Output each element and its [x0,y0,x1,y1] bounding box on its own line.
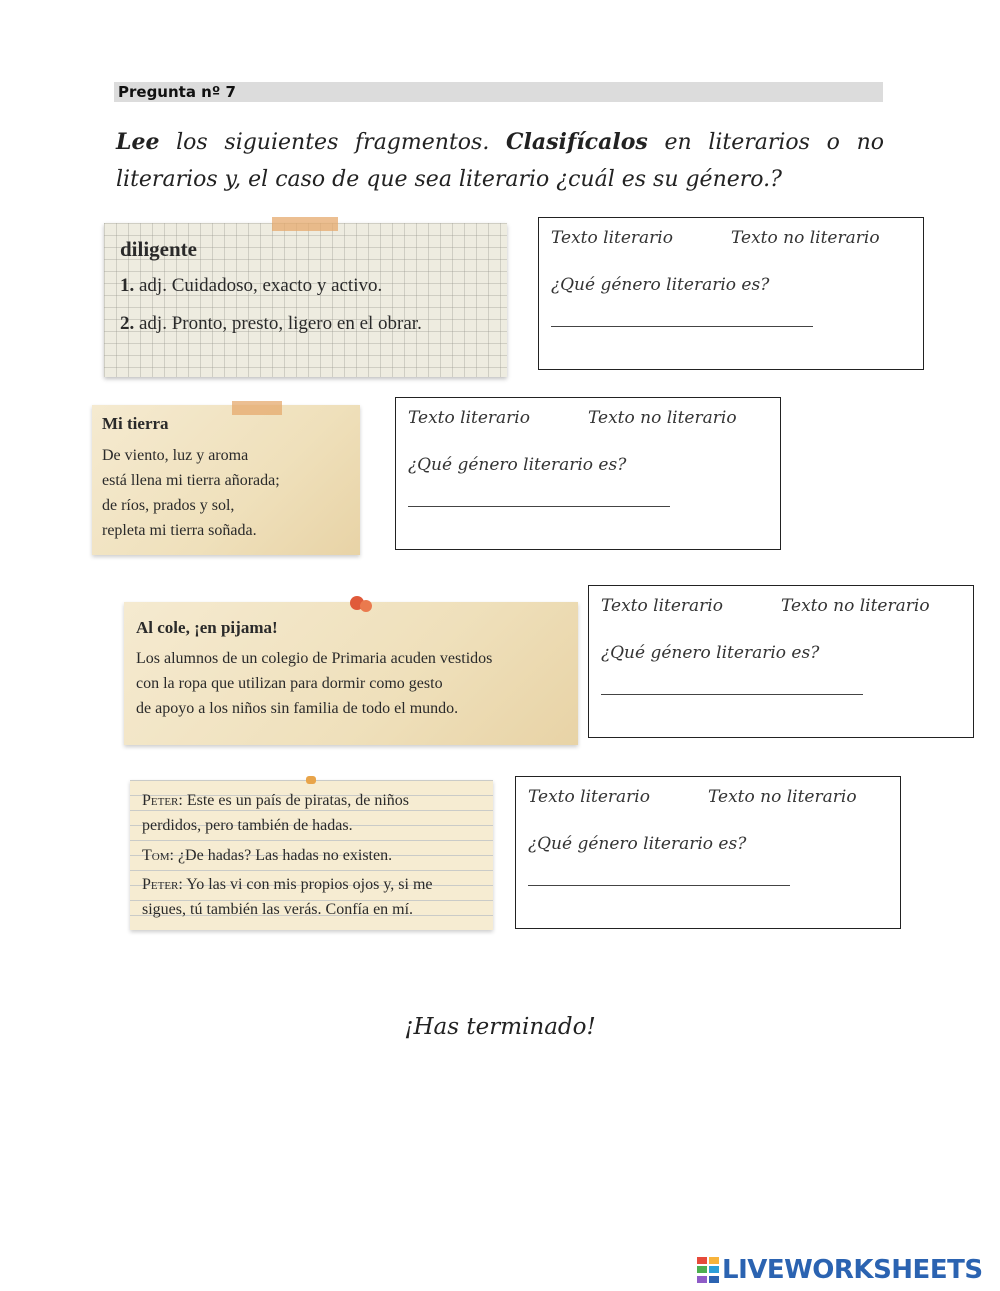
genre-question: ¿Qué género literario es? [551,275,770,295]
genre-answer-field[interactable] [551,326,813,327]
option-literary[interactable]: Texto literario [551,228,673,248]
logo-text: LIVEWORKSHEETS [722,1255,983,1285]
dialogue-line: sigues, tú también las verás. Confía en mí. [142,901,414,918]
tape-decoration [272,217,338,231]
option-literary[interactable]: Texto literario [528,787,650,807]
definition-1 [120,275,382,297]
option-literary[interactable]: Texto literario [601,596,723,616]
dialogue-line [142,876,433,894]
genre-question: ¿Qué género literario es? [528,834,747,854]
finish-message: ¡Has terminado! [404,1014,596,1040]
dialogue-line: perdidos, pero también de hadas. [142,817,353,834]
fragment-card-dictionary [104,223,507,377]
option-literary[interactable]: Texto literario [408,408,530,428]
definition-2-number: 2. [120,313,135,334]
tape-decoration [306,776,316,784]
option-non-literary[interactable]: Texto no literario [588,408,737,428]
question-header [114,82,883,102]
fragment-card-poem [92,405,360,555]
instructions-emph: Clasifícalos [506,129,648,155]
dialogue-line [142,847,392,865]
genre-question: ¿Qué género literario es? [601,643,820,663]
fragment-title: Mi tierra [102,414,169,433]
definition-2 [120,313,422,335]
instructions-lead: Lee [116,129,160,155]
dialogue-text: : Este es un país de piratas, de niños [178,792,410,809]
tape-decoration [232,401,282,415]
news-line: Los alumnos de un colegio de Primaria acuden vestidos [136,650,493,667]
instructions-part1: los siguientes fragmentos. [159,130,506,155]
genre-answer-field[interactable] [601,694,863,695]
genre-answer-field[interactable] [408,506,670,507]
definition-1-number: 1. [120,275,135,296]
dialogue-line [142,792,409,810]
fragment-card-dialogue [130,780,493,930]
news-line: de apoyo a los niños sin familia de todo el mundo. [136,700,459,717]
instructions-part2: en literarios o no literarios y, el caso de que sea literario ¿cuál es su género.? [116,130,884,192]
definition-2-text: adj. Pronto, presto, ligero en el obrar. [134,313,422,334]
definition-1-text: adj. Cuidadoso, exacto y activo. [134,275,383,296]
option-non-literary[interactable]: Texto no literario [708,787,857,807]
speaker-name: Peter [142,876,179,893]
fragment-title: diligente [120,237,197,261]
answer-box-3 [588,585,974,738]
poem-line: está llena mi tierra añorada; [102,472,280,489]
fragment-card-news [124,602,578,745]
option-non-literary[interactable]: Texto no literario [731,228,880,248]
option-non-literary[interactable]: Texto no literario [781,596,930,616]
poem-line: repleta mi tierra soñada. [102,522,257,539]
answer-box-1 [538,217,924,370]
genre-question: ¿Qué género literario es? [408,455,627,475]
logo-cubes-icon [697,1257,719,1283]
genre-answer-field[interactable] [528,885,790,886]
fragment-title: Al cole, ¡en pijama! [136,618,278,637]
question-number: Pregunta nº 7 [118,83,236,101]
instructions [116,124,884,198]
poem-line: De viento, luz y aroma [102,447,249,464]
pin-icon [360,600,372,612]
news-line: con la ropa que utilizan para dormir como gesto [136,675,443,692]
poem-line: de ríos, prados y sol, [102,497,235,514]
speaker-name: Peter [142,792,179,809]
dialogue-text: : ¿De hadas? Las hadas no existen. [169,847,393,864]
liveworksheets-logo[interactable] [697,1255,983,1285]
answer-box-4 [515,776,901,929]
dialogue-text: : Yo las vi con mis propios ojos y, si me [178,876,433,893]
speaker-name: Tom [142,847,170,864]
answer-box-2 [395,397,781,550]
